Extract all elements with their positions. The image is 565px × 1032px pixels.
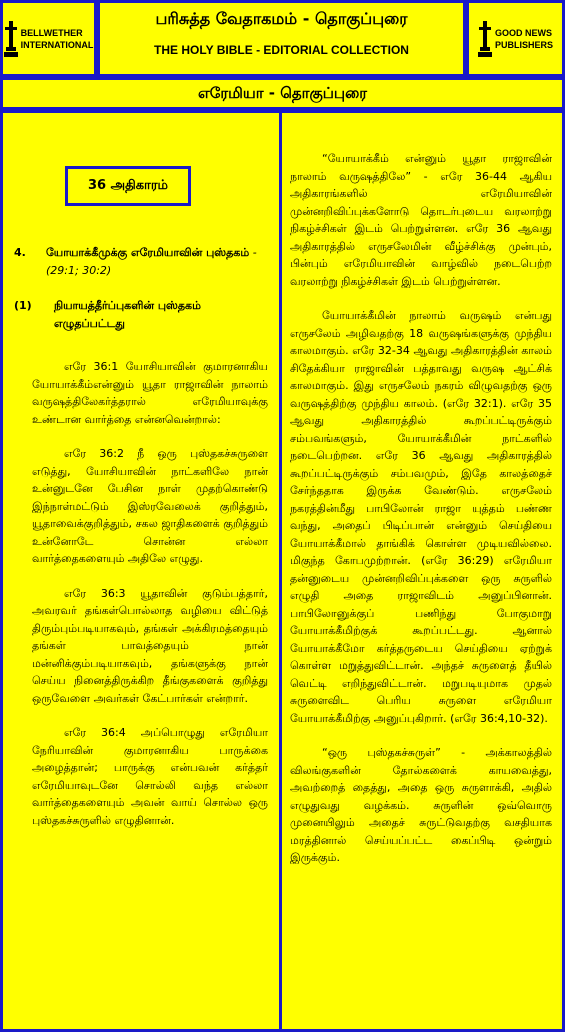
right-column: [290, 150, 552, 1032]
header-title-box: [97, 0, 466, 77]
commentary-paragraph: யோயாக்கீமின் நாலாம் வருஷம் என்பது எருசலேம் அழிவதற்கு 18 வருஷங்களுக்கு முந்திய காலமாகும். எரே 32-34 ஆவது அதிகாரத்தின் காலம் சிதேக்கியா ராஜாவின் பத்தாவது வருஷ ஆட்சிக் காலமாகும். இது எருசலேம் நகரம் விழுவதற்கு ஒரு வருஷத்திற்கு முந்திய காலம். (எரே 32:1). எரே 35 ஆவது அதிகாரத்தில் கூறப்பட்டிருக்கும் சம்பவங்களும், யோயாக்கீமின் நாட்களில் நடைபெற்றன. எரே 36 ஆவது அதிகாரத்தில் கூறப்பட்டிருக்கும் சம்பவமும், இதே காலத்தைச் சேர்ந்ததாக இருக்க வேண்டும். எருசலேம் நகரத்தின்மீது பாபிலோன் ராஜா யுத்தம் பண்ண வந்து, அதைப் பிடிப்பான் என்னும் செய்தியை யோயாக்கீமால் தாங்கிக் கொள்ள முடியவில்லை. மிகுந்த கோபமுற்றான். (எரே 36:29) எரேமியா தன்னுடைய முன்னறிவிப்புக்களை ஒரு சுருளில் எழுதி அதை ராஜாவிடம் அனுப்பினான். பாபிலோனுக்குப் பணிந்து போகுமாறு யோயாக்கீமிற்குக் கூறப்பட்டது. ஆனால் யோயாக்கீமோ கர்த்தருடைய செய்தியை ஏற்றுக் கொள்ள மறுத்துவிட்டான். அந்தச் சுருளைத் தீயில் வெட்டி எறிந்துவிட்டான். மறுபடியுமாக முதல் சுருளைவிட பெரிய சுருளை எரேமியா யோயாக்கீமிற்கு அனுப்புகிறார். (எரே 36:4,10-32).: [290, 309, 552, 725]
verse-paragraph: எரே 36:4 அப்பொழுது எரேமியா நேரியாவின் குமாரனாகிய பாருக்கை அழைத்தான்; பாருக்கு என்பவன் கர்த்தர் எரேமியாவுடனே சொல்லி வந்த எல்லா வார்த்தைகளையும் அவன் வாய் சொல்ல ஒரு புஸ்தகச்சுருளில் எழுதினான்.: [32, 726, 268, 827]
subsection-title: நியாயத்தீர்ப்புகளின் புஸ்தகம் எழுதப்பட்டது: [54, 299, 201, 330]
left-logo-line2: INTERNATIONAL: [20, 39, 94, 50]
book-title-bar: [0, 77, 565, 110]
subsection-heading: [14, 297, 268, 332]
commentary-paragraph: “ஒரு புஸ்தகச்சுருள்” - அக்காலத்தில் விலங்குகளின் தோல்களைக் காயவைத்து, அவற்றைத் தைத்து, அதை ஒரு சுருளாக்கி, அதில் எழுதுவது வழக்கம். சுருளின் ஒவ்வொரு முனையிலும் அதைச் சுருட்டுவதற்கு வசதியாக மரத்தினால் செய்யப்பட்ட கைப்பிடி ஒன்றும் இருக்கும்.: [290, 746, 552, 864]
left-paragraphs: [14, 358, 268, 829]
verse-paragraph: எரே 36:2 நீ ஒரு புஸ்தகச்சுருளை எடுத்து, யோசியாவின் நாட்களிலே நான் உன்னுடனே பேசின நாள் முதற்கொண்டு இந்நாள்மட்டும் இஸ்ரவேலைக் குறித்தும், யூதாவைக்குறித்தும், சகல ஜாதிகளைக் குறித்தும் உன்னோடே சொன்ன எல்லா வார்த்தைகளையும் அதிலே எழுது.: [32, 447, 268, 565]
right-logo-line2: PUBLISHERS: [494, 39, 553, 50]
chapter-box: [65, 166, 191, 206]
verse-paragraph: எரே 36:3 யூதாவின் குடும்பத்தார், அவரவர் தங்கள்பொல்லாத வழியை விட்டுத் திரும்பும்படியாகவும், தங்கள் அக்கிரமத்தையும் தங்கள் பாவத்தையும் நான் மன்னிக்கும்படியாகவும், தங்களுக்கு நான் செய்ய நினைத்திருக்கிற தீங்குகளைக் குறித்து ஒருவேளை அவர்கள் கேட்பார்கள் என்றார்.: [32, 586, 268, 705]
bible-lamp-icon: [478, 19, 492, 59]
section-ref: - (29:1; 30:2): [46, 246, 257, 277]
left-logo-line1: BELLWETHER: [20, 27, 83, 38]
section-heading-text: [46, 244, 268, 279]
bible-lamp-icon: [4, 19, 18, 59]
chapter-label: 36 அதிகாரம்: [88, 178, 168, 193]
good-news-logo: [466, 0, 565, 77]
section-number: 4.: [14, 246, 26, 259]
page-title-tamil: பரிசுத்த வேதாகமம் - தொகுப்புரை: [155, 9, 408, 28]
commentary-paragraph: “யோயாக்கீம் என்னும் யூதா ராஜாவின் நாலாம் வருஷத்திலே” - எரே 36-44 ஆகிய அதிகாரங்களில் எரேமியாவின் முன்னறிவிப்புக்களோடு தொடர்புடைய வரலாற்று நிகழ்ச்சிகள் இடம் பெற்றுள்ளன. எரே 36 ஆவது அதிகாரத்தில் எருசலேமின் வீழ்ச்சிக்கு முன்பும், பின்பும் எரேமியாவின் வாழ்வில் நடைபெற்ற வரலாற்று நிகழ்ச்சிகள் இடம் பெற்றுள்ளன.: [290, 152, 552, 288]
bellwether-logo: [0, 0, 97, 77]
section-heading: [14, 244, 268, 279]
verse-paragraph: எரே 36:1 யோசியாவின் குமாரனாகிய யோயாக்கீம்என்னும் யூதா ராஜாவின் நாலாம் வருஷத்திலேகர்த்தரால் எரேமியாவுக்கு உண்டான வார்த்தை என்னவென்றால்:: [32, 360, 268, 426]
section-title: யோயாக்கீமுக்கு எரேமியாவின் புஸ்தகம்: [46, 246, 250, 259]
right-logo-line1: GOOD NEWS: [494, 27, 552, 38]
book-title: எரேமியா - தொகுப்புரை: [197, 84, 368, 102]
page-title-english: THE HOLY BIBLE - EDITORIAL COLLECTION: [154, 43, 409, 57]
subsection-number: (1): [14, 299, 32, 312]
left-column: [14, 244, 268, 1032]
